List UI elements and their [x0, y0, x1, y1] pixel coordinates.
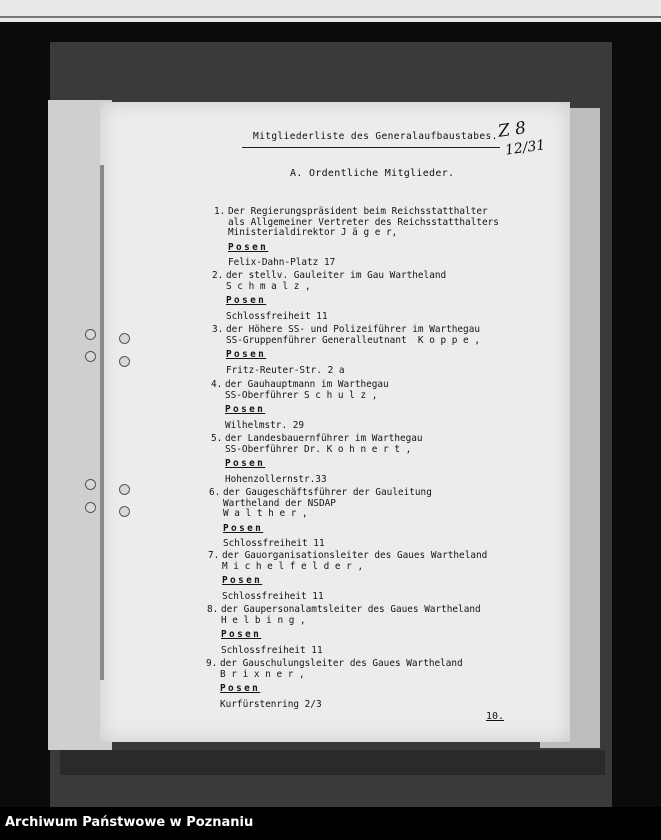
entry-number: 6. [209, 487, 221, 498]
entry-line: Der Regierungspräsident beim Reichsstatthalter [228, 206, 488, 217]
list-item [209, 487, 432, 550]
entry-number: 1. [214, 206, 226, 217]
entry-address: Wilhelmstr. 29 [225, 419, 305, 431]
list-item [207, 604, 481, 656]
entry-number: 4. [211, 379, 223, 390]
list-item [206, 658, 463, 710]
entry-city: Posen [222, 575, 263, 587]
list-item [211, 433, 423, 485]
entry-city: Posen [228, 241, 269, 253]
entry-address: Schlossfreiheit 11 [226, 310, 328, 322]
entry-city: Posen [223, 522, 264, 534]
entry-line: SS-Oberführer Dr. K o h n e r t , [225, 443, 412, 455]
list-item [208, 550, 488, 602]
title-underline [242, 147, 500, 148]
entry-city: Posen [226, 349, 267, 361]
entry-line: der Gauschulungsleiter des Gaues Wartheland [220, 658, 463, 669]
punch-hole [119, 356, 130, 367]
entry-number: 3. [212, 324, 224, 335]
archive-name: Archiwum Państwowe w Poznaniu [5, 815, 254, 830]
list-item [211, 379, 389, 431]
archive-mark: Z 8 [496, 118, 528, 142]
entry-line: der Landesbauernführer im Warthegau [225, 433, 423, 444]
archive-mark-signature: 12/31 [504, 137, 547, 159]
entry-line: der Gaupersonalamtsleiter des Gaues Wartheland [221, 604, 481, 615]
entry-address: Schlossfreiheit 11 [221, 644, 323, 656]
entry-address: Hohenzollernstr.33 [225, 473, 327, 485]
binder-spine [100, 165, 104, 680]
entry-city: Posen [225, 458, 266, 470]
punch-hole [85, 479, 96, 490]
section-heading: A. Ordentliche Mitglieder. [290, 168, 455, 179]
entry-line: S c h m a l z , [226, 280, 311, 292]
entry-address: Kurfürstenring 2/3 [220, 698, 322, 710]
entry-line: als Allgemeiner Vertreter des Reichsstatthalters [228, 216, 499, 228]
entry-line: Ministerialdirektor J ä g e r, [228, 227, 398, 239]
entry-number: 9. [206, 658, 218, 669]
entry-address: Felix-Dahn-Platz 17 [228, 257, 336, 269]
punch-hole [85, 351, 96, 362]
list-item [212, 324, 480, 376]
entry-line: Wartheland der NSDAP [223, 497, 336, 509]
entry-number: 5. [211, 433, 223, 444]
list-item [214, 206, 499, 269]
entry-number: 8. [207, 604, 219, 615]
entry-address: Schlossfreiheit 11 [222, 590, 324, 602]
entry-line: der stellv. Gauleiter im Gau Wartheland [226, 270, 447, 281]
entry-line: der Gaugeschäftsführer der Gauleitung [223, 487, 432, 498]
entry-line: B r i x n e r , [220, 668, 305, 680]
entry-line: SS-Gruppenführer Generalleutnant K o p p e , [226, 334, 480, 346]
entry-city: Posen [221, 629, 262, 641]
footer-bar [0, 807, 661, 840]
entry-line: der Gauorganisationsleiter des Gaues Wartheland [222, 550, 488, 561]
entry-number: 7. [208, 550, 220, 561]
entry-city: Posen [226, 295, 267, 307]
entry-line: H e l b i n g , [221, 614, 306, 626]
entry-line: M i c h e l f e l d e r , [222, 560, 364, 572]
entry-line: SS-Oberführer S c h u l z , [225, 389, 378, 401]
entry-address: Schlossfreiheit 11 [223, 538, 325, 550]
scan-bottom-band [60, 750, 605, 775]
top-strip [0, 0, 661, 22]
entry-address: Fritz-Reuter-Str. 2 a [226, 364, 345, 376]
punch-hole [119, 506, 130, 517]
page-number: 10. [486, 711, 505, 722]
document-title: Mitgliederliste des Generalaufbaustabes. [253, 131, 498, 142]
entry-line: der Gauhauptmann im Warthegau [225, 379, 389, 390]
entry-number: 2. [212, 270, 224, 281]
punch-hole [85, 502, 96, 513]
entry-city: Posen [220, 683, 261, 695]
punch-hole [119, 484, 130, 495]
entry-line: W a l t h e r , [223, 508, 308, 520]
list-item [212, 270, 447, 322]
punch-hole [85, 329, 96, 340]
entry-line: der Höhere SS- und Polizeiführer im Warthegau [226, 324, 480, 335]
entry-city: Posen [225, 404, 266, 416]
punch-hole [119, 333, 130, 344]
